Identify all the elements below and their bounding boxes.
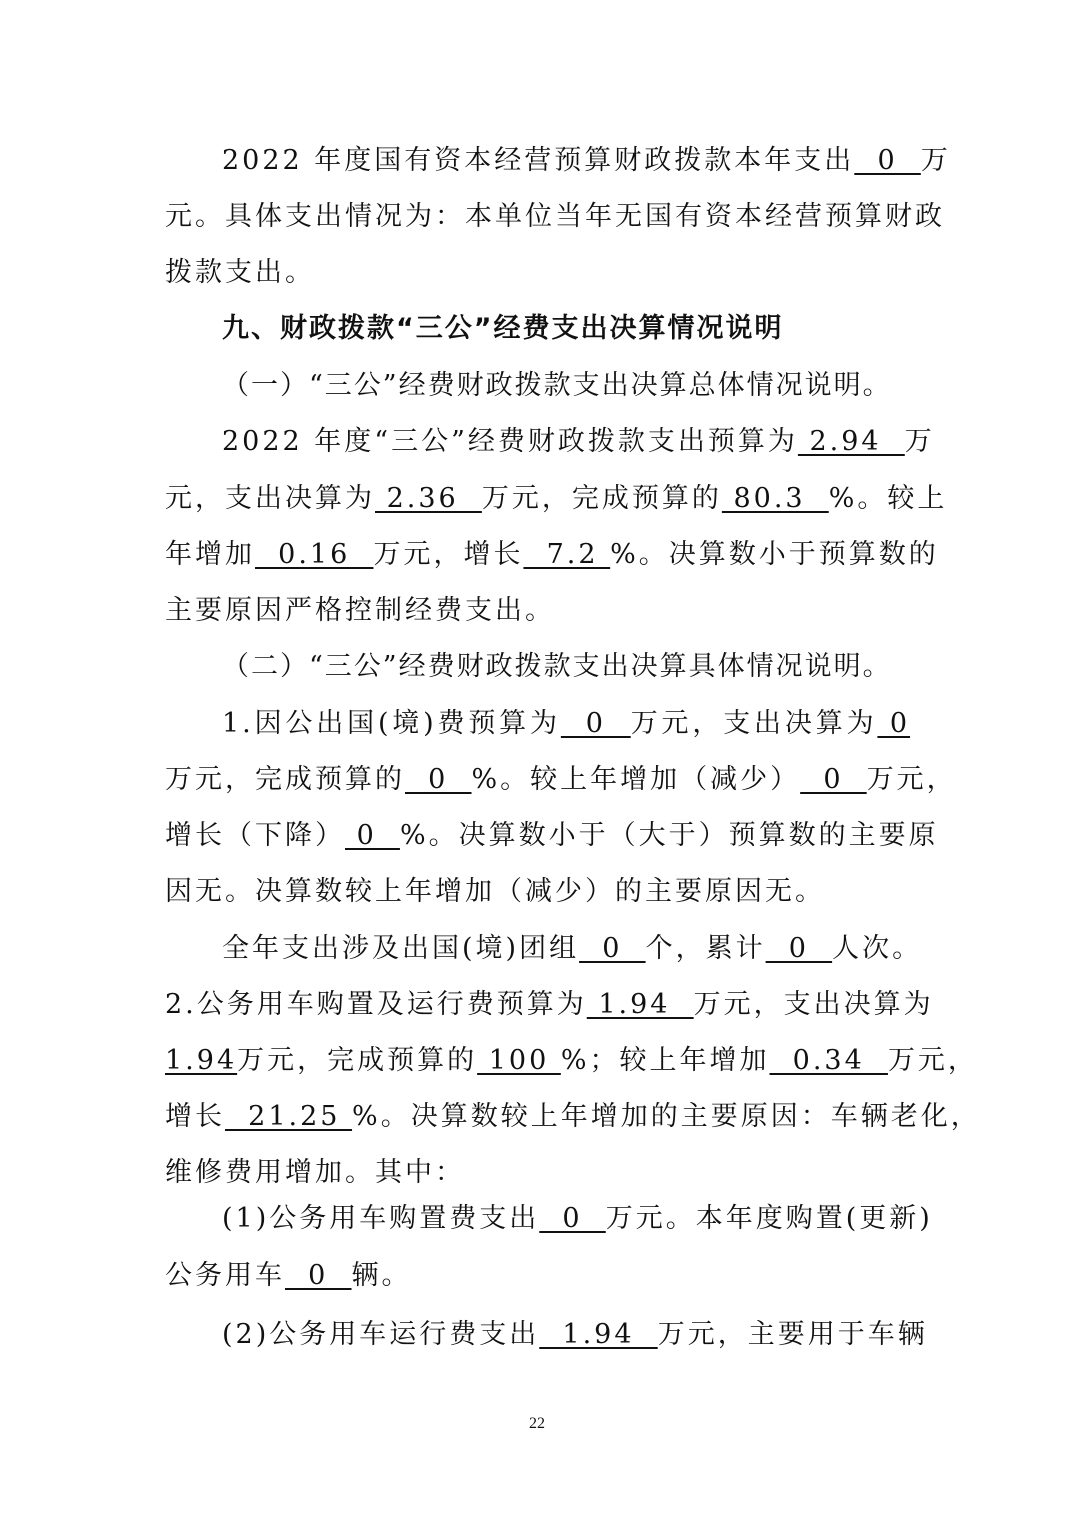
text-run: %。决算数小于（大于）预算数的主要原: [399, 820, 939, 851]
text-run: 万元，完成预算的: [165, 764, 405, 795]
text-run: 全年支出涉及出国(境)团组: [222, 933, 580, 964]
underlined-value: 0: [765, 933, 833, 964]
underlined-value: 100: [477, 1045, 561, 1076]
text-run: 公务用车: [165, 1260, 285, 1291]
paragraph-line: 维修费用增加。其中：: [165, 1157, 465, 1188]
paragraph-line: [222, 141, 951, 181]
text-run: 2.公务用车购置及运行费预算为: [165, 989, 587, 1020]
paragraph-line: [222, 704, 910, 744]
underlined-value: 0: [345, 820, 400, 851]
paragraph-line: [165, 760, 957, 800]
paragraph-line: [165, 479, 948, 519]
text-run: 2022 年度国有资本经营预算财政拨款本年支出: [222, 145, 855, 176]
underlined-value: 0: [560, 708, 631, 739]
text-run: 万元，支出决算为: [630, 708, 878, 739]
underlined-value: 21.25: [225, 1101, 353, 1132]
paragraph-line: [222, 1199, 933, 1239]
text-run: 万: [904, 426, 935, 457]
underlined-value: 0: [800, 764, 867, 795]
text-run: 1.因公出国(境)费预算为: [222, 708, 561, 739]
paragraph-line: [165, 1256, 910, 1296]
paragraph-line: [222, 929, 923, 969]
underlined-value: 1.94: [165, 1045, 238, 1076]
text-run: 年增加: [165, 539, 255, 570]
underlined-value: 7.2: [523, 539, 611, 570]
underlined-value: 0.34: [769, 1045, 888, 1076]
text-run: (1)公务用车购置费支出: [222, 1203, 540, 1234]
text-run: 万元，: [887, 1045, 978, 1076]
underlined-value: 0: [405, 764, 472, 795]
text-run: 个，累计: [645, 933, 766, 964]
underlined-value: 80.3: [721, 483, 829, 514]
text-run: 元，支出决算为: [165, 483, 375, 514]
text-run: 2022 年度“三公”经费财政拨款支出预算为: [222, 426, 798, 457]
paragraph-line: [165, 816, 939, 856]
text-run: 万元，完成预算的: [481, 483, 722, 514]
underlined-value: 0: [854, 145, 921, 176]
paragraph-line: 元。具体支出情况为：本单位当年无国有资本经营预算财政: [165, 201, 945, 232]
paragraph-line: [222, 1315, 928, 1355]
section-heading: 九、财政拨款“三公”经费支出决算情况说明: [222, 313, 784, 344]
text-run: 万: [920, 145, 951, 176]
text-run: %。较上年增加（减少）: [471, 764, 801, 795]
underlined-value: 0: [877, 708, 911, 739]
text-run: 增长: [165, 1101, 225, 1132]
underlined-value: 0: [285, 1260, 352, 1291]
underlined-value: 1.94: [539, 1319, 658, 1350]
paragraph-line: 因无。决算数较上年增加（减少）的主要原因无。: [165, 876, 825, 907]
text-run: 万元，完成预算的: [237, 1045, 478, 1076]
text-run: %；较上年增加: [560, 1045, 770, 1076]
text-run: %。决算数较上年增加的主要原因：车辆老化，: [352, 1101, 981, 1132]
text-run: (2)公务用车运行费支出: [222, 1319, 540, 1350]
text-run: %。较上: [828, 483, 948, 514]
underlined-value: 1.94: [586, 989, 694, 1020]
page-number: 22: [529, 1415, 545, 1432]
underlined-value: 0: [539, 1203, 606, 1234]
subsection-heading: （二）“三公”经费财政拨款支出决算具体情况说明。: [222, 651, 892, 682]
text-run: 人次。: [832, 933, 923, 964]
text-run: 万元，支出决算为: [693, 989, 934, 1020]
underlined-value: 2.36: [375, 483, 482, 514]
paragraph-line: [165, 985, 934, 1025]
text-run: 万元，增长: [373, 539, 524, 570]
text-run: 万元。本年度购置(更新): [605, 1203, 933, 1234]
text-run: 增长（下降）: [165, 820, 345, 851]
paragraph-line: 主要原因严格控制经费支出。: [165, 595, 555, 626]
subsection-heading: （一）“三公”经费财政拨款支出决算总体情况说明。: [222, 370, 892, 401]
text-run: 万元，主要用于车辆: [657, 1319, 928, 1350]
paragraph-line: 拨款支出。: [165, 257, 315, 288]
underlined-value: 0.16: [255, 539, 374, 570]
underlined-value: 2.94: [797, 426, 905, 457]
paragraph-line: [222, 422, 935, 462]
paragraph-line: [165, 535, 939, 575]
paragraph-line: [165, 1097, 981, 1137]
text-run: 万元，: [866, 764, 957, 795]
text-run: 辆。: [351, 1260, 412, 1291]
underlined-value: 0: [579, 933, 646, 964]
paragraph-line: [165, 1041, 978, 1081]
text-run: %。决算数小于预算数的: [610, 539, 939, 570]
